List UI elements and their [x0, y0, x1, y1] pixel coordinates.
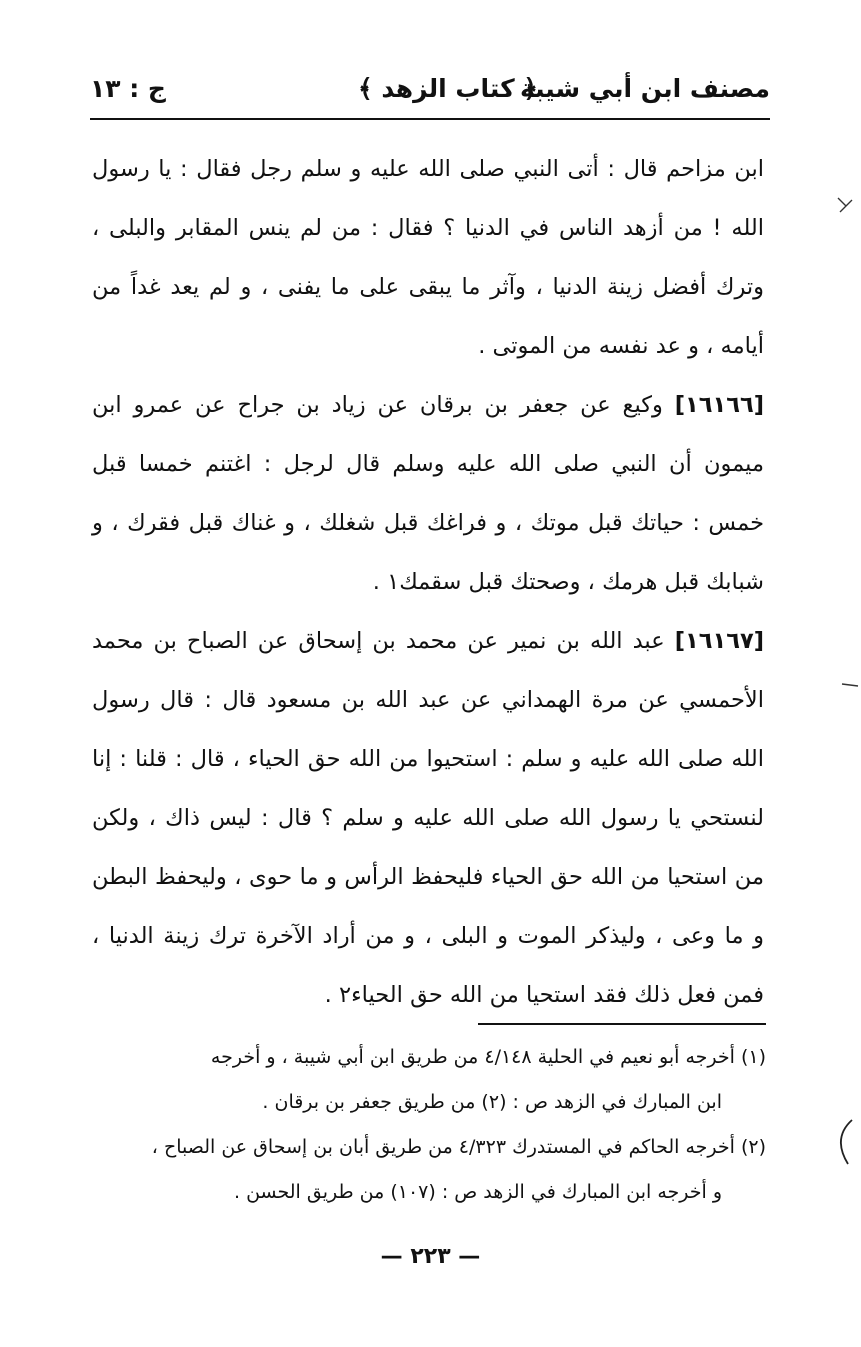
footnote-2-line-2: و أخرجه ابن المبارك في الزهد ص : (١٠٧) من طريق الحسن . — [234, 1181, 722, 1203]
hadith-number: [١٦١٦٦] — [674, 392, 764, 418]
header-rule — [90, 118, 770, 120]
paragraph-text: ابن مزاحم قال : أتى النبي صلى الله عليه و سلم رجل فقال : يا رسول الله ! من أزهد الناس في الدنيا ؟ فقال : من لم ينس المقابر والبلى ، وترك أفضل زينة الدنيا ، وآثر ما يبقى على ما يفنى ، و لم يعد غداً من أيامه ، و عد نفسه من الموتى . — [92, 156, 764, 359]
footnote-separator — [478, 1023, 766, 1025]
footnote-2-line-1: (٢) أخرجه الحاكم في المستدرك ٤/٣٢٣ من طريق أبان بن إسحاق عن الصباح ، — [151, 1136, 766, 1158]
footnotes — [96, 1035, 766, 1215]
hadith-number: [١٦١٦٧] — [674, 628, 764, 654]
main-text — [92, 140, 764, 1025]
paragraph-text: وكيع عن جعفر بن برقان عن زياد بن جراح عن عمرو ابن ميمون أن النبي صلى الله عليه وسلم قال لرجل : اغتنم خمسا قبل خمس : حياتك قبل موتك ، و فراغك قبل شغلك ، و غناك قبل فقرك ، و شبابك قبل هرمك ، وصحتك قبل سقمك١ . — [92, 392, 764, 595]
footnote-1-line-1: (١) أخرجه أبو نعيم في الحلية ٤/١٤٨ من طريق ابن أبي شيبة ، و أخرجه — [210, 1046, 766, 1068]
footnote-1-line-2: ابن المبارك في الزهد ص : (٢) من طريق جعفر بن برقان . — [262, 1091, 722, 1113]
paragraph-text: عبد الله بن نمير عن محمد بن إسحاق عن الصباح بن محمد الأحمسي عن مرة الهمداني عن عبد الله بن مسعود قال : قال رسول الله صلى الله عليه و سلم : استحيوا من الله حق الحياء ، قال : قلنا : إنا لنستحي يا رسول الله صلى الله عليه و سلم ؟ قال : ليس ذاك ، ولكن من استحيا من الله حق الحياء فليحفظ الرأس و ما حوى ، وليحفظ البطن و ما وعى ، وليذكر الموت و البلى ، و من أراد الآخرة ترك زينة الدنيا ، فمن فعل ذلك فقد استحيا من الله حق الحياء٢ . — [92, 628, 764, 1008]
hadith-16167 — [92, 612, 764, 1025]
page-number: — ٢٢٣ — — [380, 1244, 481, 1269]
running-header — [90, 68, 770, 116]
section-title: ﴿ كتاب الزهد ﴾ — [358, 74, 538, 103]
hadith-16166 — [92, 376, 764, 612]
volume-number: ج : ١٣ — [90, 74, 166, 103]
paragraph-continuation — [92, 140, 764, 376]
scan-mark — [840, 676, 860, 696]
scan-mark — [836, 196, 854, 216]
book-title: مصنف ابن أبي شيبة — [519, 74, 770, 103]
scan-mark — [826, 1118, 856, 1168]
